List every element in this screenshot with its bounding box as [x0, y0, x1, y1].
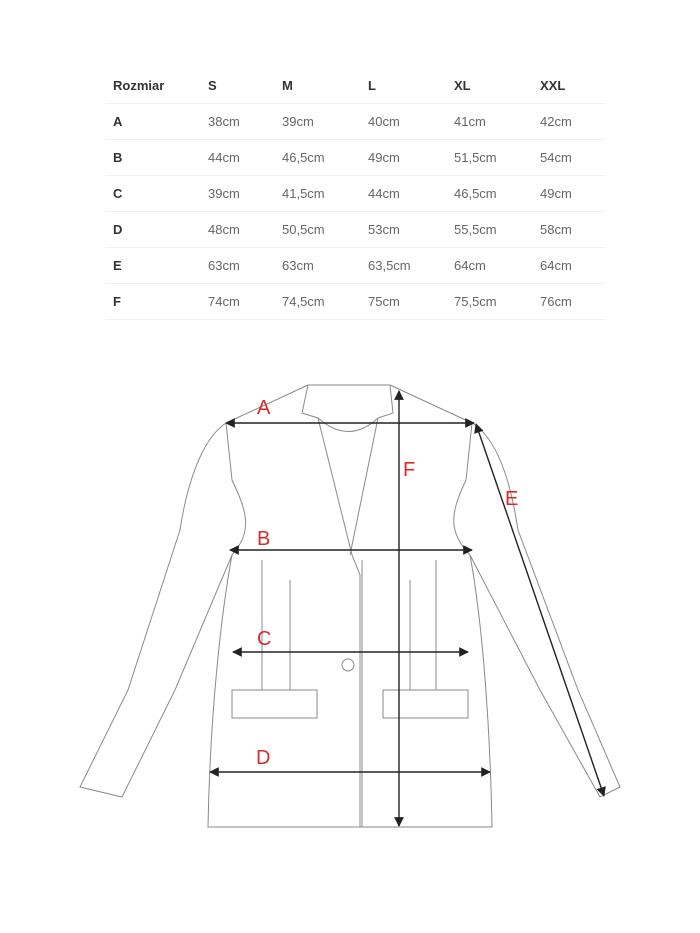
lapel-left — [318, 418, 360, 827]
table-cell: 42cm — [532, 104, 605, 140]
header-m: M — [274, 68, 360, 104]
button-icon — [342, 659, 354, 671]
label-f: F — [403, 459, 416, 481]
table-row — [105, 212, 605, 248]
row-label: F — [105, 284, 200, 320]
label-a: A — [257, 397, 271, 419]
label-e: E — [505, 488, 519, 510]
table-cell: 54cm — [532, 140, 605, 176]
table-row — [105, 284, 605, 320]
table-cell: 48cm — [200, 212, 274, 248]
right-dart — [410, 560, 436, 690]
table-cell: 74cm — [200, 284, 274, 320]
header-l: L — [360, 68, 446, 104]
label-b: B — [257, 528, 271, 550]
row-label: E — [105, 248, 200, 284]
collar — [302, 385, 393, 432]
label-c: C — [257, 628, 272, 650]
label-d: D — [256, 747, 271, 769]
table-cell: 39cm — [200, 176, 274, 212]
table-cell: 39cm — [274, 104, 360, 140]
table-cell: 38cm — [200, 104, 274, 140]
table-cell: 40cm — [360, 104, 446, 140]
table-row — [105, 176, 605, 212]
table-cell: 50,5cm — [274, 212, 360, 248]
measurement-labels — [256, 397, 518, 769]
left-dart — [262, 560, 290, 690]
table-cell: 74,5cm — [274, 284, 360, 320]
lapel-right — [350, 418, 378, 555]
header-size: Rozmiar — [105, 68, 200, 104]
table-cell: 41,5cm — [274, 176, 360, 212]
table-cell: 75cm — [360, 284, 446, 320]
table-header-row — [105, 68, 605, 104]
table-cell: 63cm — [274, 248, 360, 284]
row-label: C — [105, 176, 200, 212]
table-cell: 64cm — [446, 248, 532, 284]
table-cell: 76cm — [532, 284, 605, 320]
table-row — [105, 248, 605, 284]
right-pocket — [383, 690, 468, 718]
right-body — [360, 423, 492, 827]
table-cell: 75,5cm — [446, 284, 532, 320]
row-label: A — [105, 104, 200, 140]
table-cell: 44cm — [360, 176, 446, 212]
left-sleeve — [80, 423, 232, 797]
right-sleeve — [470, 423, 620, 797]
table-cell: 49cm — [532, 176, 605, 212]
jacket-measurement-diagram — [0, 350, 700, 890]
left-pocket — [232, 690, 317, 718]
table-cell: 55,5cm — [446, 212, 532, 248]
table-cell: 49cm — [360, 140, 446, 176]
table-row — [105, 104, 605, 140]
header-xl: XL — [446, 68, 532, 104]
table-cell: 53cm — [360, 212, 446, 248]
header-s: S — [200, 68, 274, 104]
table-cell: 46,5cm — [446, 176, 532, 212]
table-cell: 46,5cm — [274, 140, 360, 176]
table-cell: 41cm — [446, 104, 532, 140]
table-cell: 64cm — [532, 248, 605, 284]
table-cell: 63cm — [200, 248, 274, 284]
measure-line-e — [476, 424, 604, 796]
table-cell: 63,5cm — [360, 248, 446, 284]
header-xxl: XXL — [532, 68, 605, 104]
table-cell: 51,5cm — [446, 140, 532, 176]
left-body — [208, 423, 360, 827]
table-row — [105, 140, 605, 176]
size-chart-table — [105, 68, 605, 320]
row-label: D — [105, 212, 200, 248]
table-cell: 44cm — [200, 140, 274, 176]
table-cell: 58cm — [532, 212, 605, 248]
right-shoulder — [390, 385, 472, 423]
row-label: B — [105, 140, 200, 176]
